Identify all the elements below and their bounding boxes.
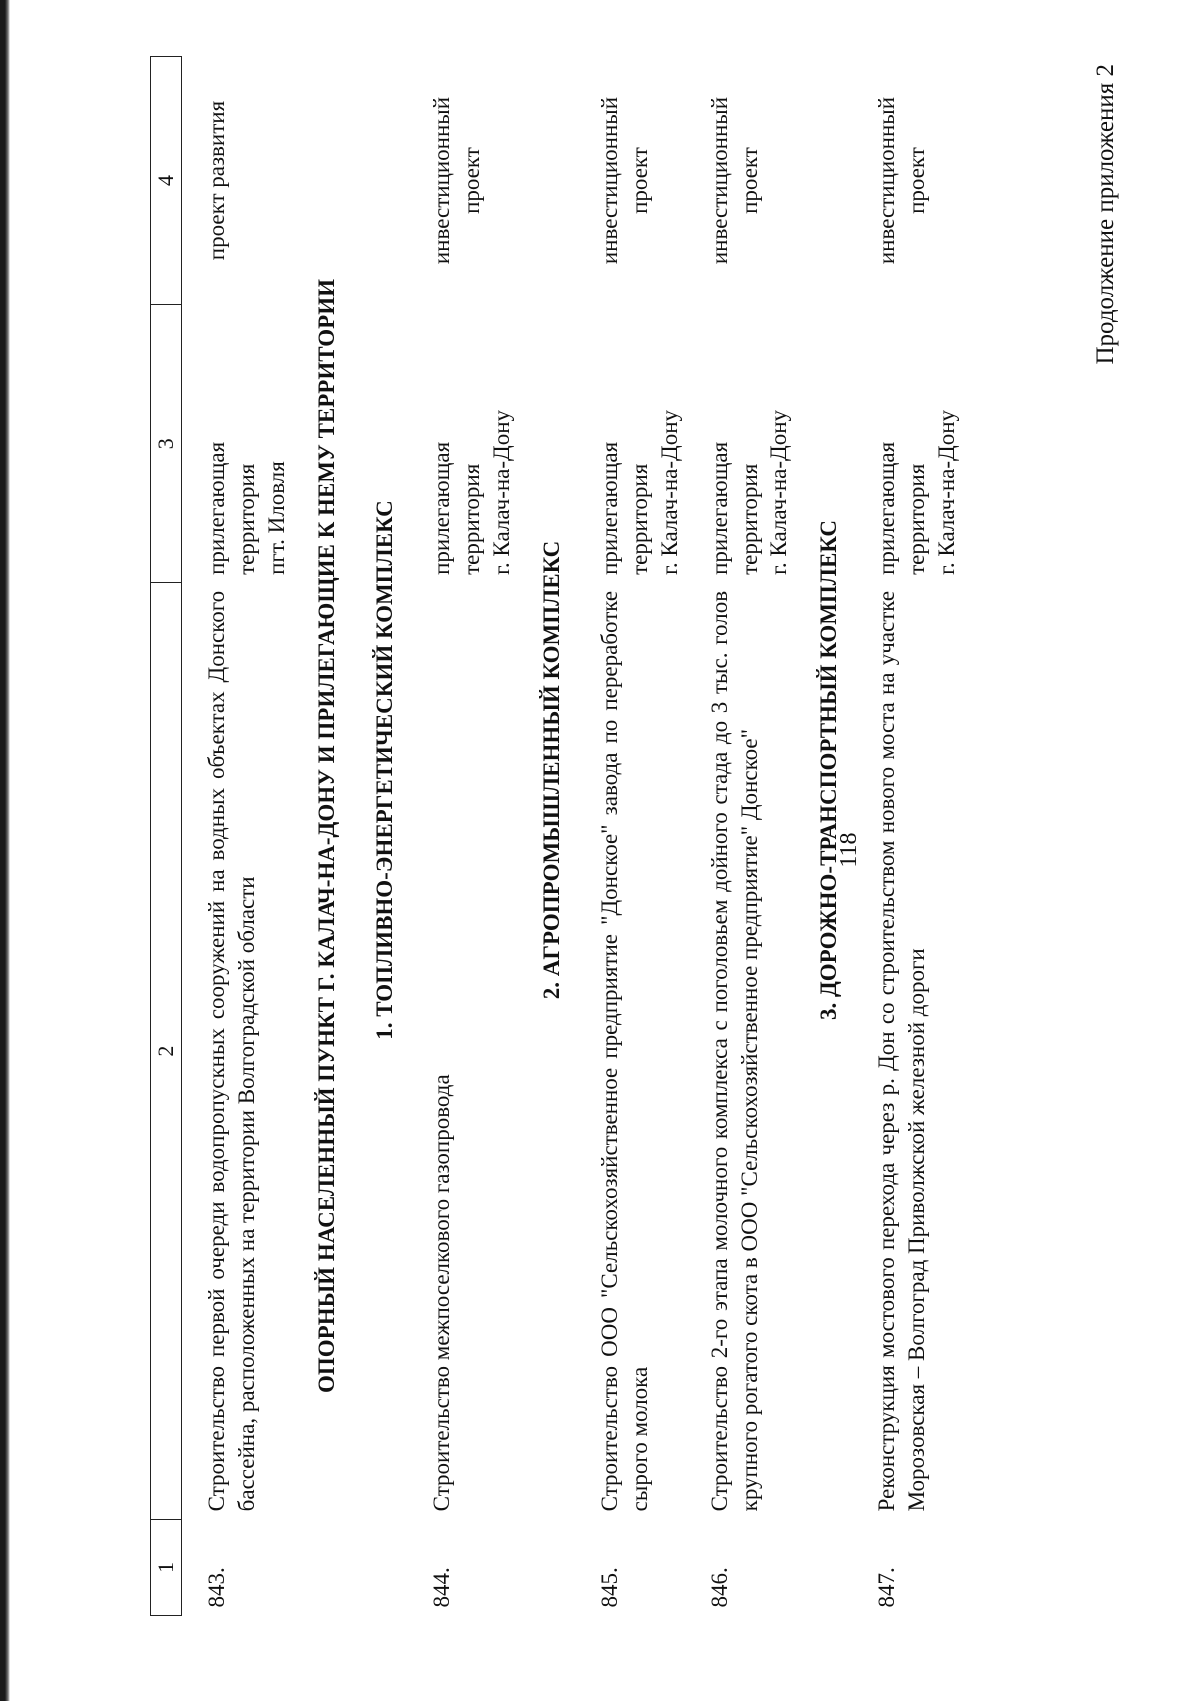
section-heading-row: [517, 57, 575, 1616]
project-territory: [407, 305, 517, 583]
kind-line: инвестиционный: [429, 96, 455, 265]
territory-line: г. Калач-на-Дону: [766, 409, 792, 575]
page-number: 118: [836, 832, 862, 868]
agro-heading: 2. АГРОПРОМЫШЛЕННЫЙ КОМПЛЕКС: [539, 540, 565, 1000]
territory-line: прилегающая: [597, 441, 623, 575]
territory-line: территория: [459, 463, 485, 575]
table-header-row: [151, 57, 182, 1616]
kind-line: проект: [459, 147, 485, 214]
territory-line: пгт. Иловля: [263, 461, 289, 575]
investment-projects-table: [150, 56, 962, 1616]
project-kind: [575, 57, 685, 305]
territory-line: территория: [736, 463, 762, 575]
project-territory: [685, 305, 795, 583]
row-number: 843.: [204, 1567, 229, 1608]
kind-line: проект: [626, 147, 652, 214]
project-kind: [852, 57, 962, 305]
project-description: Строительство ООО "Сельскохозяйственное предприятие "Донское" завода по переработке сырого молока: [597, 590, 652, 1512]
kind-line: проект: [904, 147, 930, 214]
territory-line: прилегающая: [204, 441, 229, 575]
territory-line: территория: [626, 463, 652, 575]
section-heading-row: [292, 57, 350, 1616]
territory-line: г. Калач-на-Дону: [489, 409, 515, 575]
hub-heading: ОПОРНЫЙ НАСЕЛЕННЫЙ ПУНКТ Г. КАЛАЧ-НА-ДОНУ И ПРИЛЕГАЮЩИЕ К НЕМУ ТЕРРИТОРИИ: [313, 279, 339, 1394]
project-territory: [852, 305, 962, 583]
row-number: 844.: [429, 1567, 455, 1608]
row-number: 846.: [706, 1567, 732, 1608]
row-number: 847.: [874, 1567, 900, 1608]
project-kind: [182, 57, 292, 305]
kind-line: инвестиционный: [597, 96, 623, 265]
project-description: Строительство первой очереди водопропускных сооружений на водных объектах Донского бассейна, расположенных на территории Волгоградской области: [204, 590, 259, 1512]
territory-line: г. Калач-на-Дону: [934, 409, 960, 575]
project-description: Реконструкция мостового перехода через р. Дон со строительством нового моста на участке Морозовская – Волгоград Приволжской железной дороги: [874, 590, 930, 1512]
column-header: 3: [151, 305, 182, 583]
column-header: 4: [151, 57, 182, 305]
column-header: 2: [151, 583, 182, 1519]
section-heading-row: [350, 57, 408, 1616]
project-description: Строительство межпоселкового газопровода: [429, 1074, 455, 1512]
kind-line: проект: [736, 147, 762, 214]
table-row: [407, 57, 517, 1616]
kind-line: проект развития: [204, 100, 229, 261]
project-territory: [575, 305, 685, 583]
row-number: 845.: [597, 1567, 623, 1608]
table-row: [852, 57, 962, 1616]
fuel-energy-heading: 1. ТОПЛИВНО-ЭНЕРГЕТИЧЕСКИЙ КОМПЛЕКС: [371, 500, 397, 1040]
territory-line: прилегающая: [429, 441, 455, 575]
appendix-note: Продолжение приложения 2: [1092, 64, 1119, 365]
territory-line: прилегающая: [706, 441, 732, 575]
project-description: Строительство 2-го этапа молочного комплекса с поголовьем дойного стада до 3 тыс. голов крупного рогатого скота в ООО "Сельскохозяйственное предприятие" Донское": [706, 590, 762, 1512]
transport-heading: 3. ДОРОЖНО-ТРАНСПОРТНЫЙ КОМПЛЕКС: [816, 519, 842, 1021]
section-heading-row: [794, 57, 852, 1616]
project-territory: [182, 305, 292, 583]
kind-line: инвестиционный: [706, 96, 732, 265]
kind-line: инвестиционный: [874, 96, 900, 265]
project-kind: [407, 57, 517, 305]
territory-line: прилегающая: [874, 441, 900, 575]
table-row: [685, 57, 795, 1616]
table-row: [575, 57, 685, 1616]
territory-line: территория: [904, 463, 930, 575]
territory-line: г. Калач-на-Дону: [656, 409, 682, 575]
table-row: [182, 57, 292, 1616]
column-header: 1: [151, 1519, 182, 1615]
territory-line: территория: [233, 463, 259, 575]
project-kind: [685, 57, 795, 305]
